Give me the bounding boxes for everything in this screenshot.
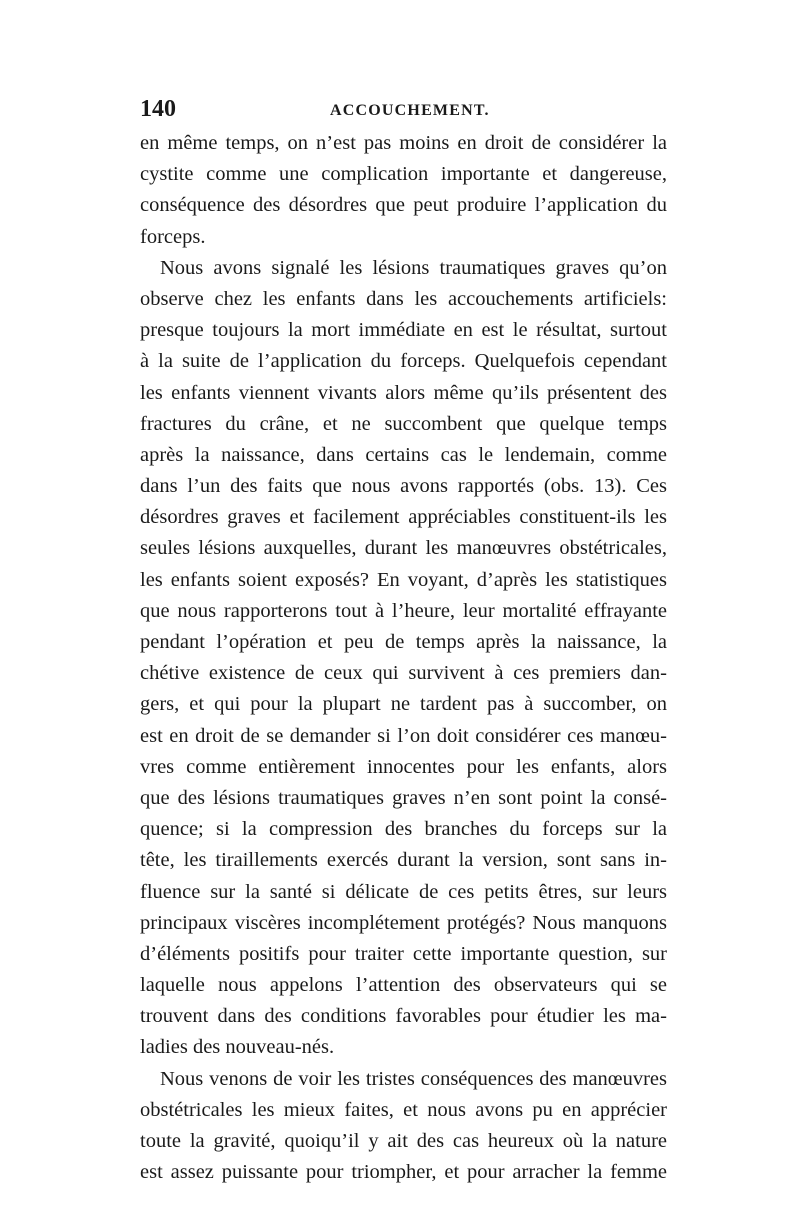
running-head — [140, 94, 667, 124]
text-line: observe chez les enfants dans les accouchements artificiels: — [140, 287, 667, 310]
text-line: trouvent dans des conditions favorables pour étudier les ma- — [140, 1005, 667, 1028]
text-line: d’éléments positifs pour traiter cette importante question, sur — [140, 942, 667, 965]
text-line: chétive existence de ceux qui survivent à ces premiers dan- — [140, 662, 667, 685]
page-number: 140 — [140, 96, 176, 122]
text-line: après la naissance, dans certains cas le lendemain, comme — [140, 443, 667, 466]
text-line: les enfants viennent vivants alors même qu’ils présentent des — [140, 381, 667, 404]
text-line: fractures du crâne, et ne succombent que quelque temps — [140, 412, 667, 435]
text-line: que des lésions traumatiques graves n’en sont point la consé- — [140, 786, 667, 809]
text-line: Nous venons de voir les tristes conséquences des manœuvres — [160, 1067, 667, 1090]
text-line: conséquence des désordres que peut produire l’application du — [140, 194, 667, 217]
text-line: principaux viscères incomplétement protégés? Nous manquons — [140, 911, 667, 934]
text-line: vres comme entièrement innocentes pour les enfants, alors — [140, 755, 667, 778]
text-line: désordres graves et facilement appréciables constituent-ils les — [140, 506, 667, 529]
text-line: gers, et qui pour la plupart ne tardent pas à succomber, on — [140, 693, 667, 716]
text-line: presque toujours la mort immédiate en est le résultat, surtout — [140, 319, 667, 342]
text-line: pendant l’opération et peu de temps après la naissance, la — [140, 631, 667, 653]
text-line: dans l’un des faits que nous avons rapportés (obs. 13). Ces — [140, 475, 667, 498]
text-line: quence; si la compression des branches du forceps sur la — [140, 818, 667, 841]
text-line: est en droit de se demander si l’on doit considérer ces manœu- — [140, 724, 667, 747]
text-line: ladies des nouveau-nés. — [140, 1036, 335, 1059]
text-line: que nous rapporterons tout à l’heure, leur mortalité effrayante — [140, 599, 667, 622]
text-line: à la suite de l’application du forceps. Quelquefois cependant — [140, 350, 667, 373]
text-line: toute la gravité, quoiqu’il y ait des cas heureux où la nature — [140, 1130, 667, 1152]
paragraph-continuation — [140, 128, 667, 253]
text-line: obstétricales les mieux faites, et nous avons pu en apprécier — [140, 1098, 667, 1121]
text-line: cystite comme une complication importante et dangereuse, — [140, 163, 667, 186]
running-title: ACCOUCHEMENT. — [330, 102, 490, 119]
text-line: forceps. — [140, 225, 206, 248]
text-line: en même temps, on n’est pas moins en droit de considérer la — [140, 132, 667, 154]
text-line: fluence sur la santé si délicate de ces petits êtres, sur leurs — [140, 880, 667, 903]
text-line: laquelle nous appelons l’attention des observateurs qui se — [140, 974, 667, 997]
text-line: tête, les tiraillements exercés durant la version, sont sans in- — [140, 849, 667, 872]
text-line: est assez puissante pour triompher, et pour arracher la femme — [140, 1161, 667, 1184]
body-text — [140, 128, 667, 1188]
text-line: Nous avons signalé les lésions traumatiques graves qu’on — [160, 256, 667, 279]
text-line: les enfants soient exposés? En voyant, d’après les statistiques — [140, 568, 667, 591]
paragraph-child-lesions — [140, 253, 667, 1064]
paragraph-obstetric-maneuvers — [140, 1064, 667, 1189]
text-line: seules lésions auxquelles, durant les manœuvres obstétricales, — [140, 537, 667, 560]
